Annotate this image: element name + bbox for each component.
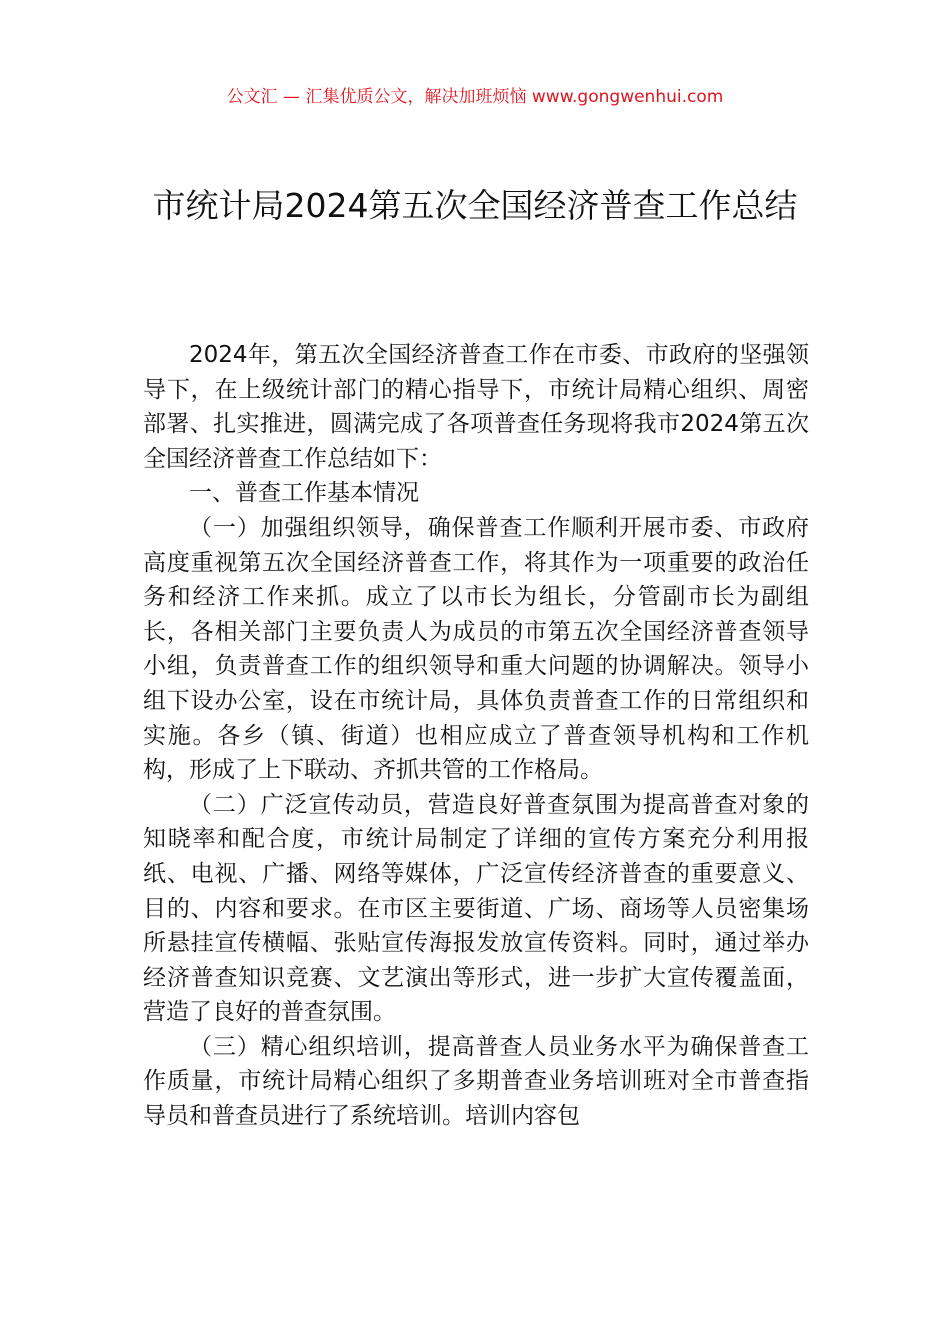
paragraph-publicity: （二）广泛宣传动员，营造良好普查氛围为提高普查对象的知晓率和配合度，市统计局制定了详细的宣传方案充分利用报纸、电视、广播、网络等媒体，广泛宣传经济普查的重要意义、目的、内容和要求。在市区主要街道、广场、商场等人员密集场所悬挂宣传横幅、张贴宣传海报发放宣传资料。同时，通过举办经济普查知识竞赛、文艺演出等形式，进一步扩大宣传覆盖面，营造了良好的普查氛围。	[143, 791, 809, 1026]
paragraph-training: （三）精心组织培训，提高普查人员业务水平为确保普查工作质量，市统计局精心组织了多期普查业务培训班对全市普查指导员和普查员进行了系统培训。培训内容包	[143, 1033, 809, 1130]
intro-paragraph: 2024年，第五次全国经济普查工作在市委、市政府的坚强领导下，在上级统计部门的精心指导下，市统计局精心组织、周密部署、扎实推进，圆满完成了各项普查任务现将我市2024第五次全国经济普查工作总结如下：	[143, 342, 809, 472]
paragraph-organization: （一）加强组织领导，确保普查工作顺利开展市委、市政府高度重视第五次全国经济普查工作，将其作为一项重要的政治任务和经济工作来抓。成立了以市长为组长，分管副市长为副组长，各相关部门主要负责人为成员的市第五次全国经济普查领导小组，负责普查工作的组织领导和重大问题的协调解决。领导小组下设办公室，设在市统计局，具体负责普查工作的日常组织和实施。各乡（镇、街道）也相应成立了普查领导机构和工作机构，形成了上下联动、齐抓共管的工作格局。	[143, 514, 809, 784]
document-body	[143, 338, 809, 1134]
header-banner[interactable]: 公文汇 — 汇集优质公文，解决加班烦恼 www.gongwenhui.com	[226, 87, 724, 107]
section-heading: 一、普查工作基本情况	[189, 480, 419, 507]
document-title: 市统计局2024第五次全国经济普查工作总结	[152, 186, 798, 225]
